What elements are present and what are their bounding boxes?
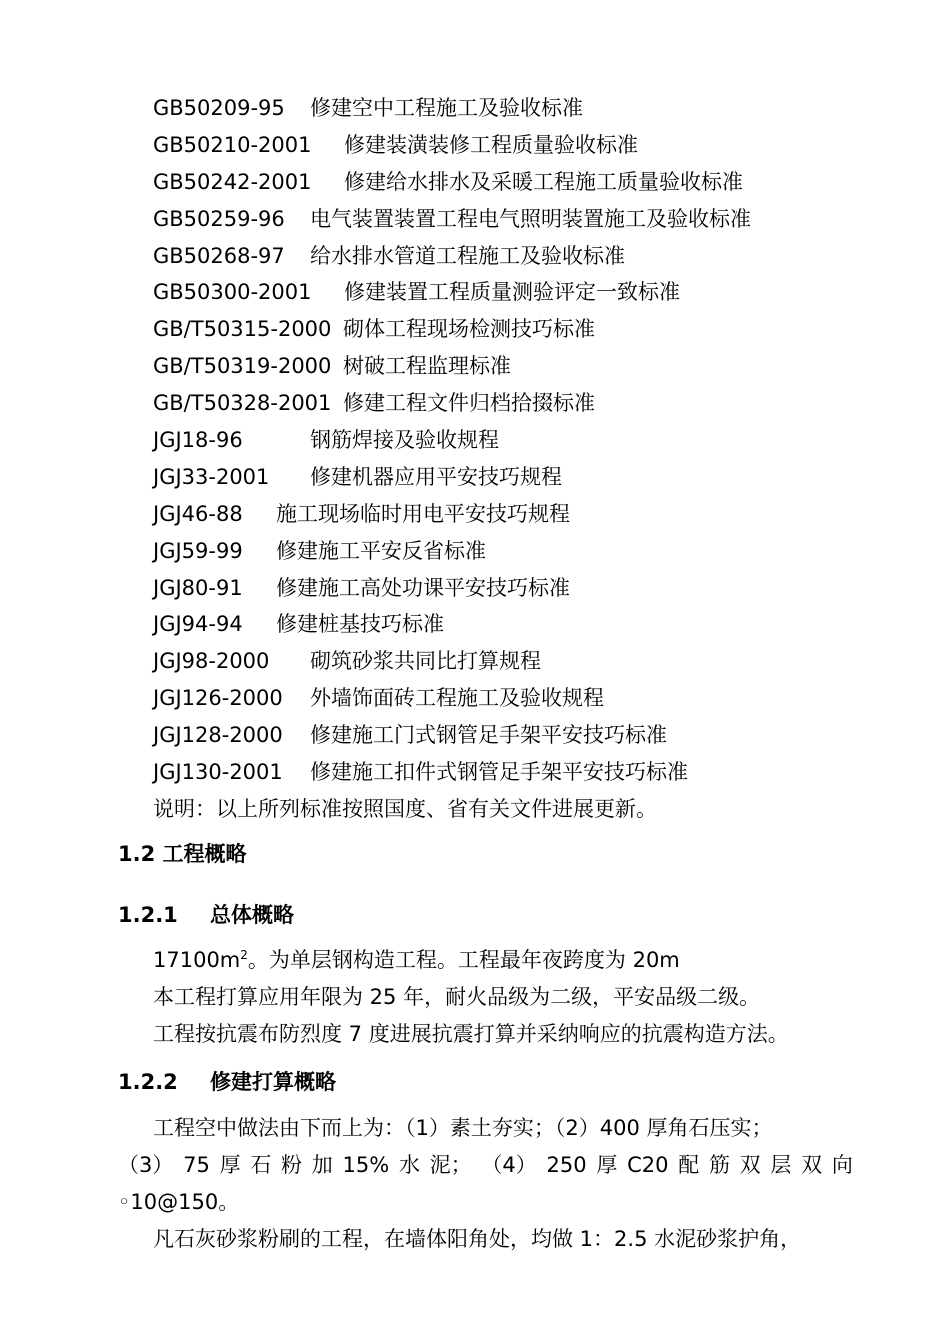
area-value: 17100m [153, 948, 241, 972]
section-heading-1-2-2 [118, 1066, 336, 1098]
standard-code: GB50268-97 [153, 243, 285, 268]
standard-row [153, 496, 873, 533]
standard-code: GB/T50328-2001 [153, 391, 332, 416]
design-line-2-token: 75 [183, 1153, 210, 1177]
design-line-2-token: 筋 [708, 1153, 730, 1177]
standard-code: GB/T50315-2000 [153, 317, 332, 342]
design-line-3: ◦10@150。 [118, 1190, 240, 1214]
standard-code: JGJ33-2001 [153, 464, 270, 489]
overview-line-1-text: 。为单层钢构造工程。工程最年夜跨度为 20m [247, 948, 680, 972]
standard-code: JGJ128-2000 [153, 723, 283, 748]
standard-code: JGJ46-88 [153, 501, 243, 526]
standard-row [153, 533, 873, 570]
standard-code: JGJ98-2000 [153, 649, 270, 674]
standard-name: 钢筋焊接及验收规程 [310, 428, 499, 453]
standard-code: GB50210-2001 [153, 132, 312, 157]
standard-code: JGJ126-2000 [153, 686, 283, 711]
standard-code: GB50259-96 [153, 206, 285, 231]
standard-row [153, 274, 873, 311]
standard-name: 修建施工高处功课平安技巧标准 [276, 575, 570, 600]
standard-name: 修建机器应用平安技巧规程 [310, 464, 562, 489]
standard-row [153, 680, 873, 717]
section-heading-1-2-1 [118, 899, 294, 931]
standard-code: GB/T50319-2000 [153, 354, 332, 379]
standard-name: 修建给水排水及采暖工程施工质量验收标准 [344, 169, 743, 194]
standard-name: 给水排水管道工程施工及验收标准 [310, 243, 625, 268]
standard-code: JGJ94-94 [153, 612, 243, 637]
design-paragraph [118, 1110, 853, 1258]
standard-row [153, 643, 873, 680]
design-line-2-token: 双 [739, 1153, 761, 1177]
standard-name: 修建空中工程施工及验收标准 [310, 96, 583, 120]
overview-line-2: 本工程打算应用年限为 25 年，耐火品级为二级，平安品级二级。 [153, 985, 761, 1009]
standard-code: JGJ18-96 [153, 428, 243, 453]
design-line-4: 凡石灰砂浆粉刷的工程，在墙体阳角处，均做 1：2.5 水泥砂浆护角， [153, 1227, 802, 1251]
overview-paragraph [118, 942, 853, 1053]
standard-name: 砌体工程现场检测技巧标准 [343, 317, 595, 342]
design-line-2-token: 泥； [429, 1153, 472, 1177]
design-line-2-token: （4） [481, 1153, 537, 1177]
standard-row [153, 717, 873, 754]
standard-name: 树破工程监理标准 [343, 354, 511, 379]
design-line-2-token: 石 [250, 1153, 272, 1177]
standard-name: 施工现场临时用电平安技巧规程 [276, 501, 570, 526]
design-line-2-token: 向 [831, 1153, 853, 1177]
standard-row [153, 385, 873, 422]
design-line-2-token: 双 [801, 1153, 823, 1177]
section-title: 总体概略 [210, 903, 294, 927]
area-superscript: 2 [240, 948, 248, 962]
design-line-2-token: 加 [311, 1153, 333, 1177]
standard-row [153, 348, 873, 385]
standard-code: JGJ80-91 [153, 575, 243, 600]
standard-name: 修建桩基技巧标准 [276, 612, 444, 637]
standard-row [153, 422, 873, 459]
standard-name: 砌筑砂浆共同比打算规程 [310, 649, 541, 674]
standard-row [153, 570, 873, 607]
standard-code: GB50300-2001 [153, 280, 312, 305]
standard-name: 电气装置装置工程电气照明装置施工及验收标准 [310, 206, 751, 231]
overview-line-1 [118, 942, 853, 979]
standard-name: 修建施工门式钢管足手架平安技巧标准 [310, 723, 667, 748]
design-line-2-token: 厚 [219, 1153, 241, 1177]
standard-row [153, 311, 873, 348]
standards-note: 说明：以上所列标准按照国度、省有关文件进展更新。 [153, 796, 657, 821]
standard-code: GB50209-95 [153, 96, 285, 120]
section-heading-1-2: 1.2 工程概略 [118, 842, 247, 866]
design-line-1: 工程空中做法由下而上为：（1）素土夯实；（2）400 厚角石压实； [153, 1116, 773, 1140]
standard-row [153, 201, 873, 238]
standard-name: 修建装潢装修工程质量验收标准 [344, 132, 638, 157]
design-line-2-token: 配 [678, 1153, 700, 1177]
standard-row [153, 164, 873, 201]
design-line-2-token: 层 [770, 1153, 792, 1177]
standard-code: GB50242-2001 [153, 169, 312, 194]
design-line-2 [118, 1147, 853, 1184]
standard-row [153, 606, 873, 643]
standards-list [153, 90, 873, 828]
design-line-2-token: 250 [546, 1153, 587, 1177]
standard-row [153, 127, 873, 164]
section-title: 修建打算概略 [210, 1070, 336, 1094]
design-line-2-token: 厚 [596, 1153, 618, 1177]
design-line-2-token: 水 [398, 1153, 420, 1177]
design-line-2-token: （3） [118, 1153, 174, 1177]
standard-row [153, 238, 873, 275]
standard-row [153, 90, 873, 127]
design-line-2-token: 粉 [281, 1153, 303, 1177]
standard-row [153, 754, 873, 791]
standard-name: 修建施工扣件式钢管足手架平安技巧标准 [310, 760, 688, 785]
standard-name: 修建工程文件归档拾掇标准 [343, 391, 595, 416]
section-number: 1.2.1 [118, 903, 178, 927]
section-number: 1.2.2 [118, 1070, 178, 1094]
standard-name: 外墙饰面砖工程施工及验收规程 [310, 686, 604, 711]
design-line-2-token: 15% [342, 1153, 390, 1177]
standard-row [153, 459, 873, 496]
standard-code: JGJ59-99 [153, 538, 243, 563]
overview-line-3: 工程按抗震布防烈度 7 度进展抗震打算并采纳响应的抗震构造方法。 [153, 1022, 789, 1046]
design-line-2-token: C20 [627, 1153, 669, 1177]
standard-name: 修建施工平安反省标准 [276, 538, 486, 563]
standard-code: JGJ130-2001 [153, 760, 283, 785]
standard-name: 修建装置工程质量测验评定一致标准 [344, 280, 680, 305]
